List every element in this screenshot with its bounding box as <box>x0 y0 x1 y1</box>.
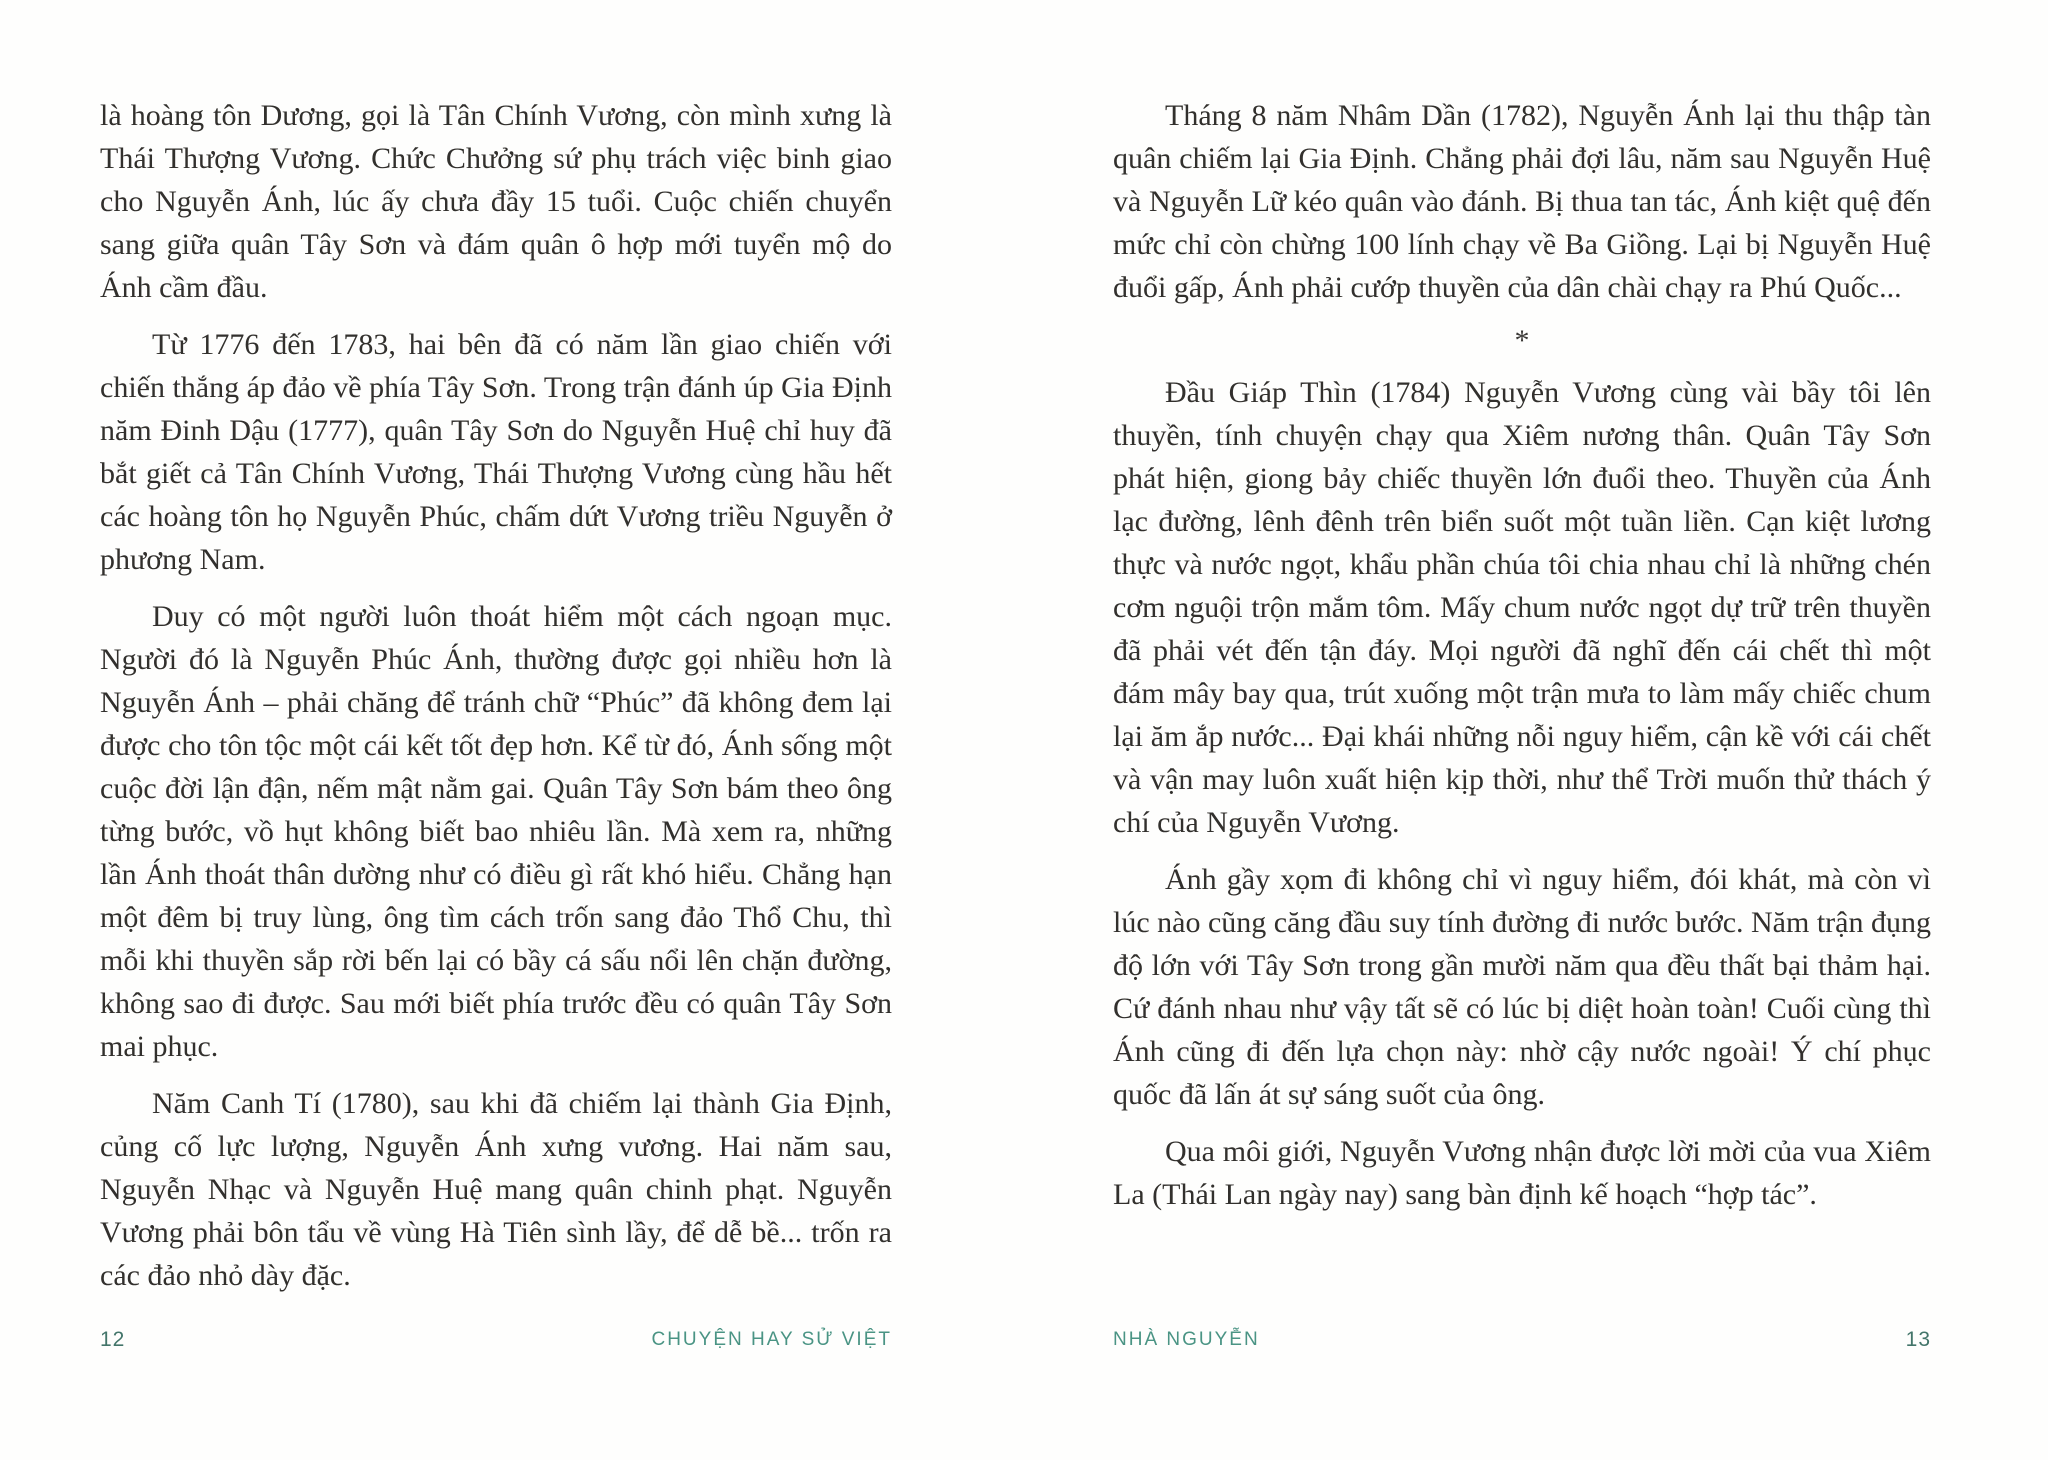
paragraph: Đầu Giáp Thìn (1784) Nguyễn Vương cùng vài bầy tôi lên thuyền, tính chuyện chạy qua Xiêm nương thân. Quân Tây Sơn phát hiện, giong bảy chiếc thuyền lớn đuổi theo. Thuyền của Ánh lạc đường, lênh đênh trên biển suốt một tuần liền. Cạn kiệt lương thực và nước ngọt, khẩu phần chúa tôi chia nhau chỉ là những chén cơm nguội trộn mắm tôm. Mấy chum nước ngọt dự trữ trên thuyền đã phải vét đến tận đáy. Mọi người đã nghĩ đến cái chết thì một đám mây bay qua, trút xuống một trận mưa to làm mấy chiếc chum lại ăm ắp nước... Đại khái những nỗi nguy hiểm, cận kề với cái chết và vận may luôn xuất hiện kịp thời, như thể Trời muốn thử thách ý chí của Nguyễn Vương. <box>1113 376 1931 839</box>
left-page-text <box>100 94 892 1311</box>
section-separator: * <box>1514 324 1530 357</box>
paragraph: Từ 1776 đến 1783, hai bên đã có năm lần giao chiến với chiến thắng áp đảo về phía Tây Sơn. Trong trận đánh úp Gia Định năm Đinh Dậu (1777), quân Tây Sơn do Nguyễn Huệ chỉ huy đã bắt giết cả Tân Chính Vương, Thái Thượng Vương cùng hầu hết các hoàng tôn họ Nguyễn Phúc, chấm dứt Vương triều Nguyễn ở phương Nam. <box>100 328 892 576</box>
right-page-footer <box>1113 1325 1931 1355</box>
paragraph: Tháng 8 năm Nhâm Dần (1782), Nguyễn Ánh lại thu thập tàn quân chiếm lại Gia Định. Chẳng phải đợi lâu, năm sau Nguyễn Huệ và Nguyễn Lữ kéo quân vào đánh. Bị thua tan tác, Ánh kiệt quệ đến mức chỉ còn chừng 100 lính chạy về Ba Giồng. Lại bị Nguyễn Huệ đuổi gấp, Ánh phải cướp thuyền của dân chài chạy ra Phú Quốc... <box>1113 99 1931 304</box>
right-page-number: 13 <box>1905 1328 1931 1351</box>
right-running-title: NHÀ NGUYỄN <box>1113 1329 1260 1350</box>
left-running-title: CHUYỆN HAY SỬ VIỆT <box>651 1329 892 1350</box>
left-page-footer <box>100 1325 892 1355</box>
left-page-number: 12 <box>100 1328 126 1351</box>
paragraph: Ánh gầy xọm đi không chỉ vì nguy hiểm, đói khát, mà còn vì lúc nào cũng căng đầu suy tính đường đi nước bước. Năm trận đụng độ lớn với Tây Sơn trong gần mười năm qua đều thất bại thảm hại. Cứ đánh nhau như vậy tất sẽ có lúc bị diệt hoàn toàn! Cuối cùng thì Ánh cũng đi đến lựa chọn này: nhờ cậy nước ngoài! Ý chí phục quốc đã lấn át sự sáng suốt của ông. <box>1113 863 1931 1111</box>
paragraph: Duy có một người luôn thoát hiểm một cách ngoạn mục. Người đó là Nguyễn Phúc Ánh, thường được gọi nhiều hơn là Nguyễn Ánh – phải chăng để tránh chữ “Phúc” đã không đem lại được cho tôn tộc một cái kết tốt đẹp hơn. Kể từ đó, Ánh sống một cuộc đời lận đận, nếm mật nằm gai. Quân Tây Sơn bám theo ông từng bước, vồ hụt không biết bao nhiêu lần. Mà xem ra, những lần Ánh thoát thân dường như có điều gì rất khó hiểu. Chẳng hạn một đêm bị truy lùng, ông tìm cách trốn sang đảo Thổ Chu, thì mỗi khi thuyền sắp rời bến lại có bầy cá sấu nổi lên chặn đường, không sao đi được. Sau mới biết phía trước đều có quân Tây Sơn mai phục. <box>100 600 892 1063</box>
paragraph: là hoàng tôn Dương, gọi là Tân Chính Vương, còn mình xưng là Thái Thượng Vương. Chức Chưởng sứ phụ trách việc binh giao cho Nguyễn Ánh, lúc ấy chưa đầy 15 tuổi. Cuộc chiến chuyển sang giữa quân Tây Sơn và đám quân ô hợp mới tuyển mộ do Ánh cầm đầu. <box>100 99 892 304</box>
right-page-text <box>1113 94 1931 1230</box>
paragraph: Năm Canh Tí (1780), sau khi đã chiếm lại thành Gia Định, củng cố lực lượng, Nguyễn Ánh xưng vương. Hai năm sau, Nguyễn Nhạc và Nguyễn Huệ mang quân chinh phạt. Nguyễn Vương phải bôn tẩu về vùng Hà Tiên sình lầy, để dễ bề... trốn ra các đảo nhỏ dày đặc. <box>100 1087 892 1292</box>
paragraph: Qua môi giới, Nguyễn Vương nhận được lời mời của vua Xiêm La (Thái Lan ngày nay) sang bàn định kế hoạch “hợp tác”. <box>1113 1135 1931 1211</box>
